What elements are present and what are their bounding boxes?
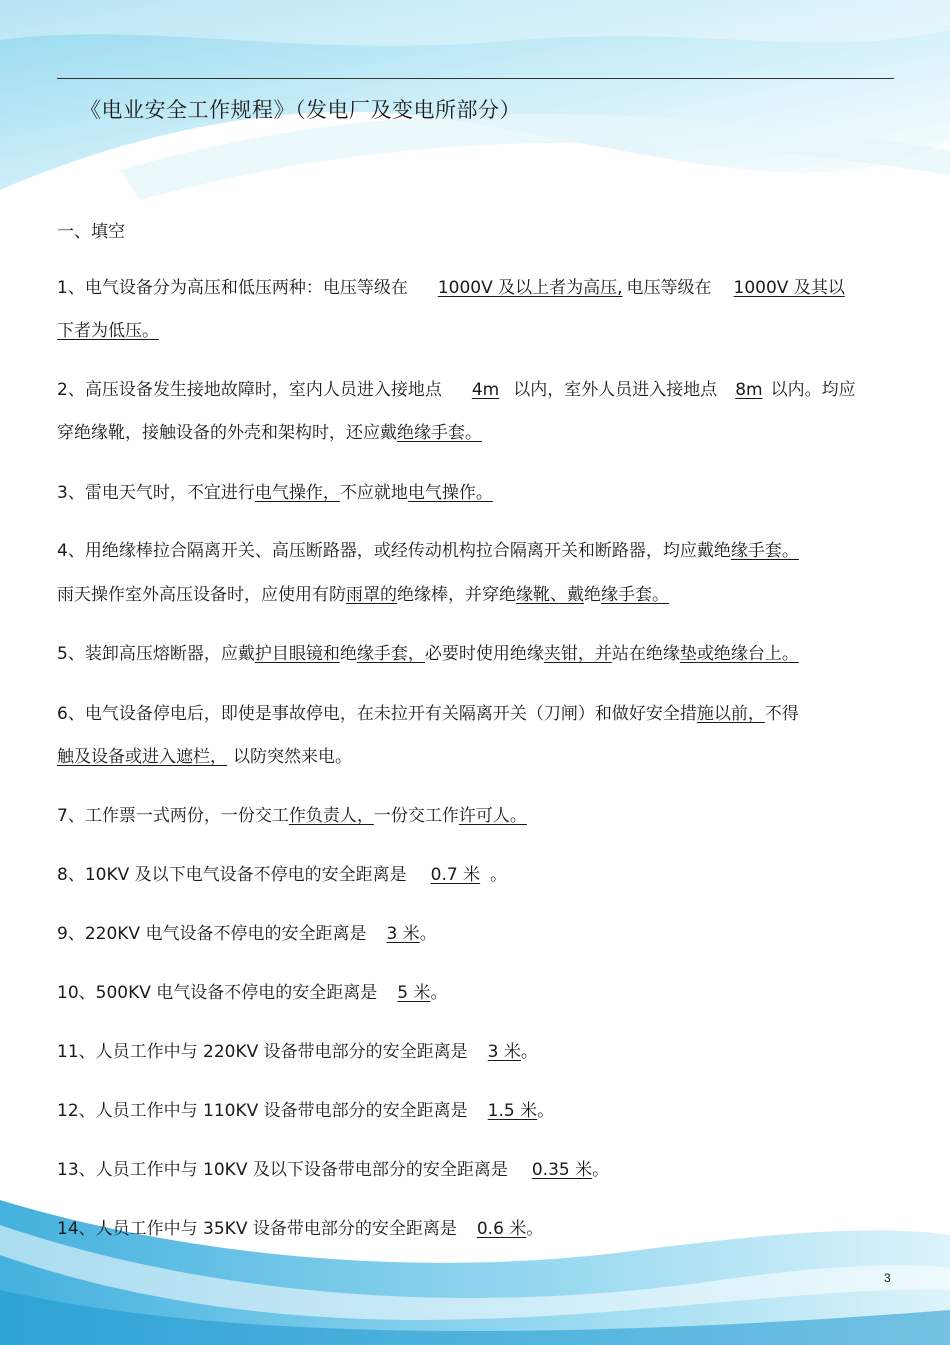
section-heading: 一、填空	[57, 222, 125, 242]
question-13-line-1	[57, 1158, 609, 1182]
question-5-line-1	[57, 642, 799, 666]
question-11-line-1	[57, 1040, 538, 1064]
q14-text-a: 14、人员工作中与 35KV 设备带电部分的安全距离是	[57, 1219, 457, 1239]
q5-text-b: 绝	[339, 644, 357, 664]
q13-answer-1: 0.35 米	[531, 1160, 593, 1180]
q9-text-a: 9、220KV 电气设备不停电的安全距离是	[57, 924, 367, 944]
q12-text-b: 。	[537, 1101, 555, 1121]
q5-text-a: 5、装卸高压熔断器，应戴	[57, 644, 255, 664]
q11-text-a: 11、人员工作中与 220KV 设备带电部分的安全距离是	[57, 1042, 468, 1062]
q6-text-b: 不得	[764, 704, 799, 724]
q2-text-c: 以内。均应	[770, 380, 856, 400]
q4-text-c: 绝缘棒，并穿绝	[397, 585, 516, 605]
q10-answer-1: 5 米	[397, 983, 431, 1003]
q11-answer-1: 3 米	[487, 1042, 521, 1062]
q2-answer-3: 绝缘手套。	[397, 423, 482, 443]
q2-text-a: 2、高压设备发生接地故障时，室内人员进入接地点	[57, 380, 442, 400]
q4-answer-3: 缘靴、戴	[516, 585, 584, 605]
q4-answer-2: 雨罩的	[346, 585, 397, 605]
q8-text-b: 。	[490, 865, 508, 885]
q12-answer-1: 1.5 米	[487, 1101, 538, 1121]
question-1-line-1	[57, 276, 845, 300]
q9-text-b: 。	[419, 924, 437, 944]
question-7-line-1	[57, 804, 527, 828]
question-2-line-2	[57, 421, 482, 445]
document-title: 《电业安全工作规程》（发电厂及变电所部分）	[80, 98, 521, 122]
question-10-line-1	[57, 981, 448, 1005]
q13-text-a: 13、人员工作中与 10KV 及以下设备带电部分的安全距离是	[57, 1160, 508, 1180]
q2-text-b: 以内，室外人员进入接地点	[513, 380, 718, 400]
question-3-line-1	[57, 481, 493, 505]
q5-answer-1: 护目眼镜和	[254, 644, 340, 664]
q1-text-a: 1、电气设备分为高压和低压两种：电压等级在	[57, 278, 408, 298]
q4-text-a: 4、用绝缘棒拉合隔离开关、高压断路器，或经传动机构拉合隔离开关和断路器，均应戴绝	[57, 541, 731, 561]
q6-text-a: 6、电气设备停电后，即使是事故停电，在未拉开有关隔离开关（刀闸）和做好安全措	[57, 704, 697, 724]
q5-answer-2: 缘手套，	[356, 644, 425, 664]
q1-answer-3: 下者为低压。	[57, 321, 159, 341]
q3-text-b: 不应就地	[339, 483, 408, 503]
question-2-line-1	[57, 378, 856, 402]
q12-text-a: 12、人员工作中与 110KV 设备带电部分的安全距离是	[57, 1101, 468, 1121]
q5-text-d: 站在绝缘	[611, 644, 680, 664]
q8-answer-1: 0.7 米	[430, 865, 481, 885]
question-12-line-1	[57, 1099, 554, 1123]
q1-text-b: 电压等级在	[626, 278, 712, 298]
question-14-line-1	[57, 1217, 543, 1241]
q6-text-c: 以防突然来电。	[233, 747, 352, 767]
q2-answer-1: 4m	[471, 380, 500, 400]
q1-answer-1: 1000V 及以上者为高压,	[437, 278, 623, 298]
page-number: 3	[884, 1271, 891, 1285]
question-6-line-2	[57, 745, 352, 769]
question-8-line-1	[57, 863, 507, 887]
q5-answer-4: 垫或绝缘台上。	[679, 644, 799, 664]
q1-answer-2: 1000V 及其以	[733, 278, 845, 298]
q13-text-b: 。	[592, 1160, 610, 1180]
question-1-line-2	[57, 319, 159, 343]
q2-text-d: 穿绝缘靴，接触设备的外壳和架构时，还应戴	[57, 423, 397, 443]
q7-answer-1: 作负责人，	[288, 806, 374, 826]
q6-answer-1: 施以前，	[696, 704, 765, 724]
q4-text-b: 雨天操作室外高压设备时，应使用有防	[57, 585, 346, 605]
question-9-line-1	[57, 922, 437, 946]
q7-text-a: 7、工作票一式两份，一份交工	[57, 806, 289, 826]
q3-answer-1: 电气操作，	[254, 483, 340, 503]
q4-answer-4: 缘手套。	[601, 585, 669, 605]
q3-text-a: 3、雷电天气时，不宜进行	[57, 483, 255, 503]
q6-answer-2: 触及设备或进入遮栏，	[57, 747, 227, 767]
question-4-line-1	[57, 539, 799, 563]
question-4-line-2	[57, 583, 669, 607]
q7-answer-2: 许可人。	[458, 806, 527, 826]
q10-text-a: 10、500KV 电气设备不停电的安全距离是	[57, 983, 378, 1003]
q14-text-b: 。	[526, 1219, 544, 1239]
q10-text-b: 。	[430, 983, 448, 1003]
q8-text-a: 8、10KV 及以下电气设备不停电的安全距离是	[57, 865, 407, 885]
q2-answer-2: 8m	[735, 380, 763, 400]
q4-answer-1: 缘手套。	[730, 541, 799, 561]
q7-text-b: 一份交工作	[373, 806, 459, 826]
q9-answer-1: 3 米	[386, 924, 420, 944]
question-6-line-1	[57, 702, 799, 726]
q14-answer-1: 0.6 米	[476, 1219, 527, 1239]
q5-text-c: 必要时使用绝缘	[424, 644, 544, 664]
header-rule	[57, 78, 894, 79]
q3-answer-2: 电气操作。	[407, 483, 493, 503]
q4-text-d: 绝	[584, 585, 601, 605]
q11-text-b: 。	[520, 1042, 538, 1062]
q5-answer-3: 夹钳，并	[543, 644, 612, 664]
